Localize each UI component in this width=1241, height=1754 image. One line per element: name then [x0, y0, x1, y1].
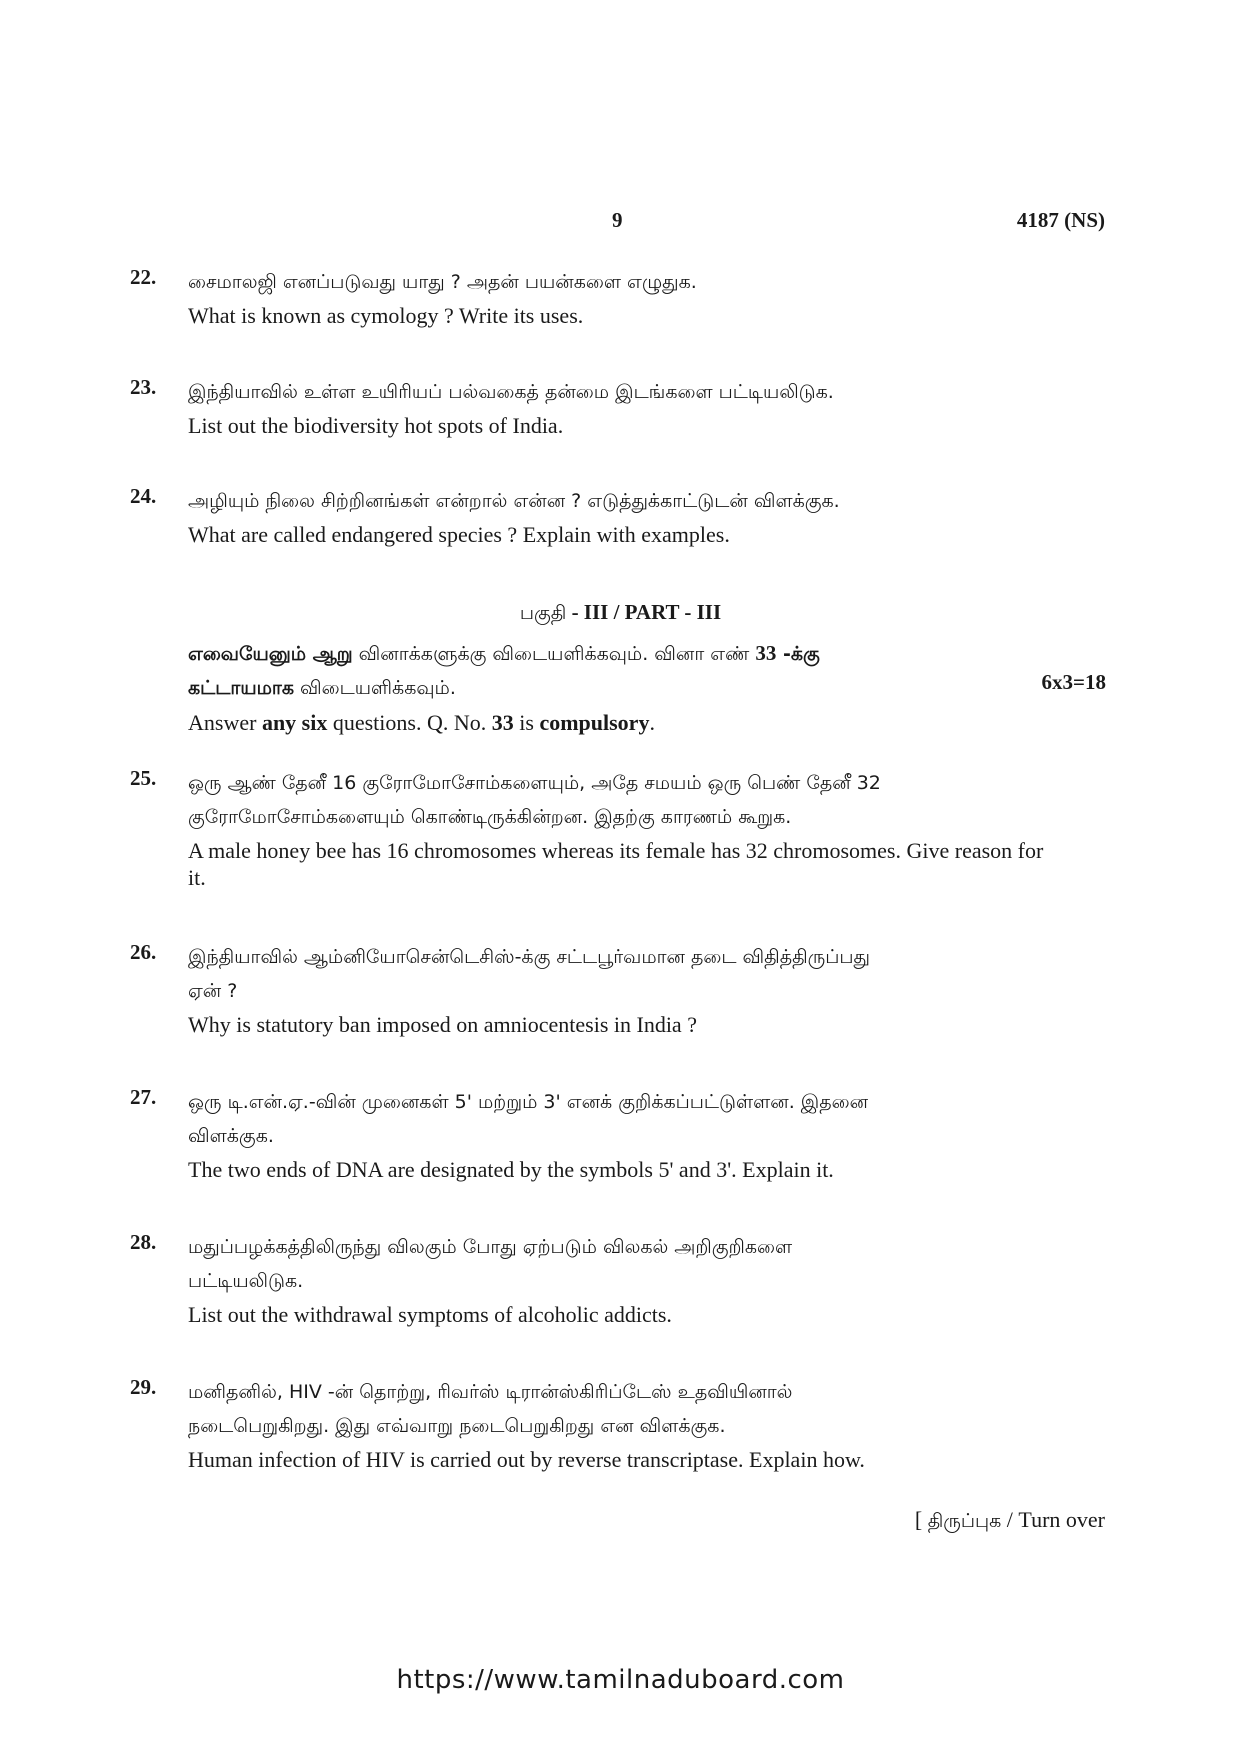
question-tamil: சைமாலஜி எனப்படுவது யாது ? அதன் பயன்களை எழுதுக.	[188, 271, 697, 293]
question-29	[130, 1375, 1060, 1473]
question-number: 24.	[130, 484, 157, 508]
question-english: Human infection of HIV is carried out by reverse transcriptase. Explain how.	[188, 1447, 865, 1472]
question-26	[130, 940, 1060, 1038]
question-24	[130, 484, 1060, 548]
question-english: List out the withdrawal symptoms of alcoholic addicts.	[188, 1302, 672, 1327]
question-tamil: மதுப்பழக்கத்திலிருந்து விலகும் போது ஏற்படும் விலகல் அறிகுறிகளை பட்டியலிடுக.	[188, 1236, 793, 1292]
instruction-text: -க்கு	[776, 643, 820, 665]
instruction-bold-text: any six	[261, 710, 328, 735]
question-english: The two ends of DNA are designated by the symbols 5' and 3'. Explain it.	[188, 1157, 834, 1182]
page-number: 9	[612, 208, 623, 232]
question-number: 29.	[130, 1375, 157, 1399]
instruction-text: questions. Q. No.	[327, 710, 492, 735]
turn-over-bracket: [	[914, 1507, 928, 1532]
question-tamil: இந்தியாவில் ஆம்னியோசென்டெசிஸ்-க்கு சட்டபூர்வமான தடை விதித்திருப்பது ஏன் ?	[188, 946, 871, 1002]
turn-over-tamil: திருப்புக	[927, 1510, 1002, 1532]
question-number: 26.	[130, 940, 157, 964]
question-english: What is known as cymology ? Write its uses.	[188, 303, 584, 328]
question-22	[130, 265, 1060, 329]
instruction-english	[188, 710, 655, 736]
instruction-question-number: 33	[491, 710, 514, 735]
instruction-text: is	[513, 710, 540, 735]
instruction-tamil-line-2	[188, 671, 1106, 705]
question-english: A male honey bee has 16 chromosomes whereas its female has 32 chromosomes. Give reason for it.	[188, 838, 1044, 890]
question-english: What are called endangered species ? Explain with examples.	[188, 522, 730, 547]
section-heading-english: - III / PART - III	[566, 600, 722, 624]
section-heading	[0, 600, 1241, 627]
instruction-question-number: 33	[755, 641, 777, 665]
instruction-bold-text: compulsory	[539, 710, 650, 735]
section-instructions	[188, 636, 1106, 705]
question-tamil: ஒரு ஆண் தேனீ 16 குரோமோசோம்களையும், அதே சமயம் ஒரு பெண் தேனீ 32 குரோமோசோம்களையும் கொண்டிருக்கின்றன. இதற்கு காரணம் கூறுக.	[188, 772, 881, 828]
question-number: 25.	[130, 766, 157, 790]
question-tamil: ஒரு டி.என்.ஏ.-வின் முனைகள் 5' மற்றும் 3' எனக் குறிக்கப்பட்டுள்ளன. இதனை விளக்குக.	[188, 1091, 869, 1147]
question-english: Why is statutory ban imposed on amniocentesis in India ?	[188, 1012, 697, 1037]
marks-allocation: 6x3=18	[1041, 670, 1106, 694]
instruction-bold-text: கட்டாயமாக	[188, 677, 294, 699]
instruction-bold-text: எவையேனும் ஆறு	[188, 643, 353, 665]
paper-code: 4187 (NS)	[1016, 208, 1105, 232]
instruction-text: Answer	[188, 710, 262, 735]
question-tamil: மனிதனில், HIV -ன் தொற்று, ரிவர்ஸ் டிரான்ஸ்கிரிப்டேஸ் உதவியினால் நடைபெறுகிறது. இது எவ்வாறு நடைபெறுகிறது என விளக்குக.	[188, 1381, 793, 1437]
question-23	[130, 375, 1060, 439]
question-25	[130, 766, 1060, 891]
instruction-text: விடையளிக்கவும்.	[293, 677, 456, 699]
question-number: 22.	[130, 265, 157, 289]
question-number: 28.	[130, 1230, 157, 1254]
instruction-text: .	[649, 710, 655, 735]
question-tamil: இந்தியாவில் உள்ள உயிரியப் பல்வகைத் தன்மை இடங்களை பட்டியலிடுக.	[188, 381, 834, 403]
question-english: List out the biodiversity hot spots of India.	[188, 413, 564, 438]
question-number: 27.	[130, 1085, 157, 1109]
question-27	[130, 1085, 1060, 1183]
instruction-text: வினாக்களுக்கு விடையளிக்கவும். வினா எண்	[352, 643, 756, 665]
question-28	[130, 1230, 1060, 1328]
question-tamil: அழியும் நிலை சிற்றினங்கள் என்றால் என்ன ? எடுத்துக்காட்டுடன் விளக்குக.	[188, 490, 840, 512]
question-number: 23.	[130, 375, 157, 399]
footer-url: https://www.tamilnaduboard.com	[396, 1665, 845, 1695]
section-heading-tamil: பகுதி	[519, 602, 567, 624]
instruction-tamil-line-1	[188, 636, 1106, 671]
turn-over-english: / Turn over	[1001, 1507, 1105, 1532]
turn-over-note	[915, 1507, 1105, 1535]
